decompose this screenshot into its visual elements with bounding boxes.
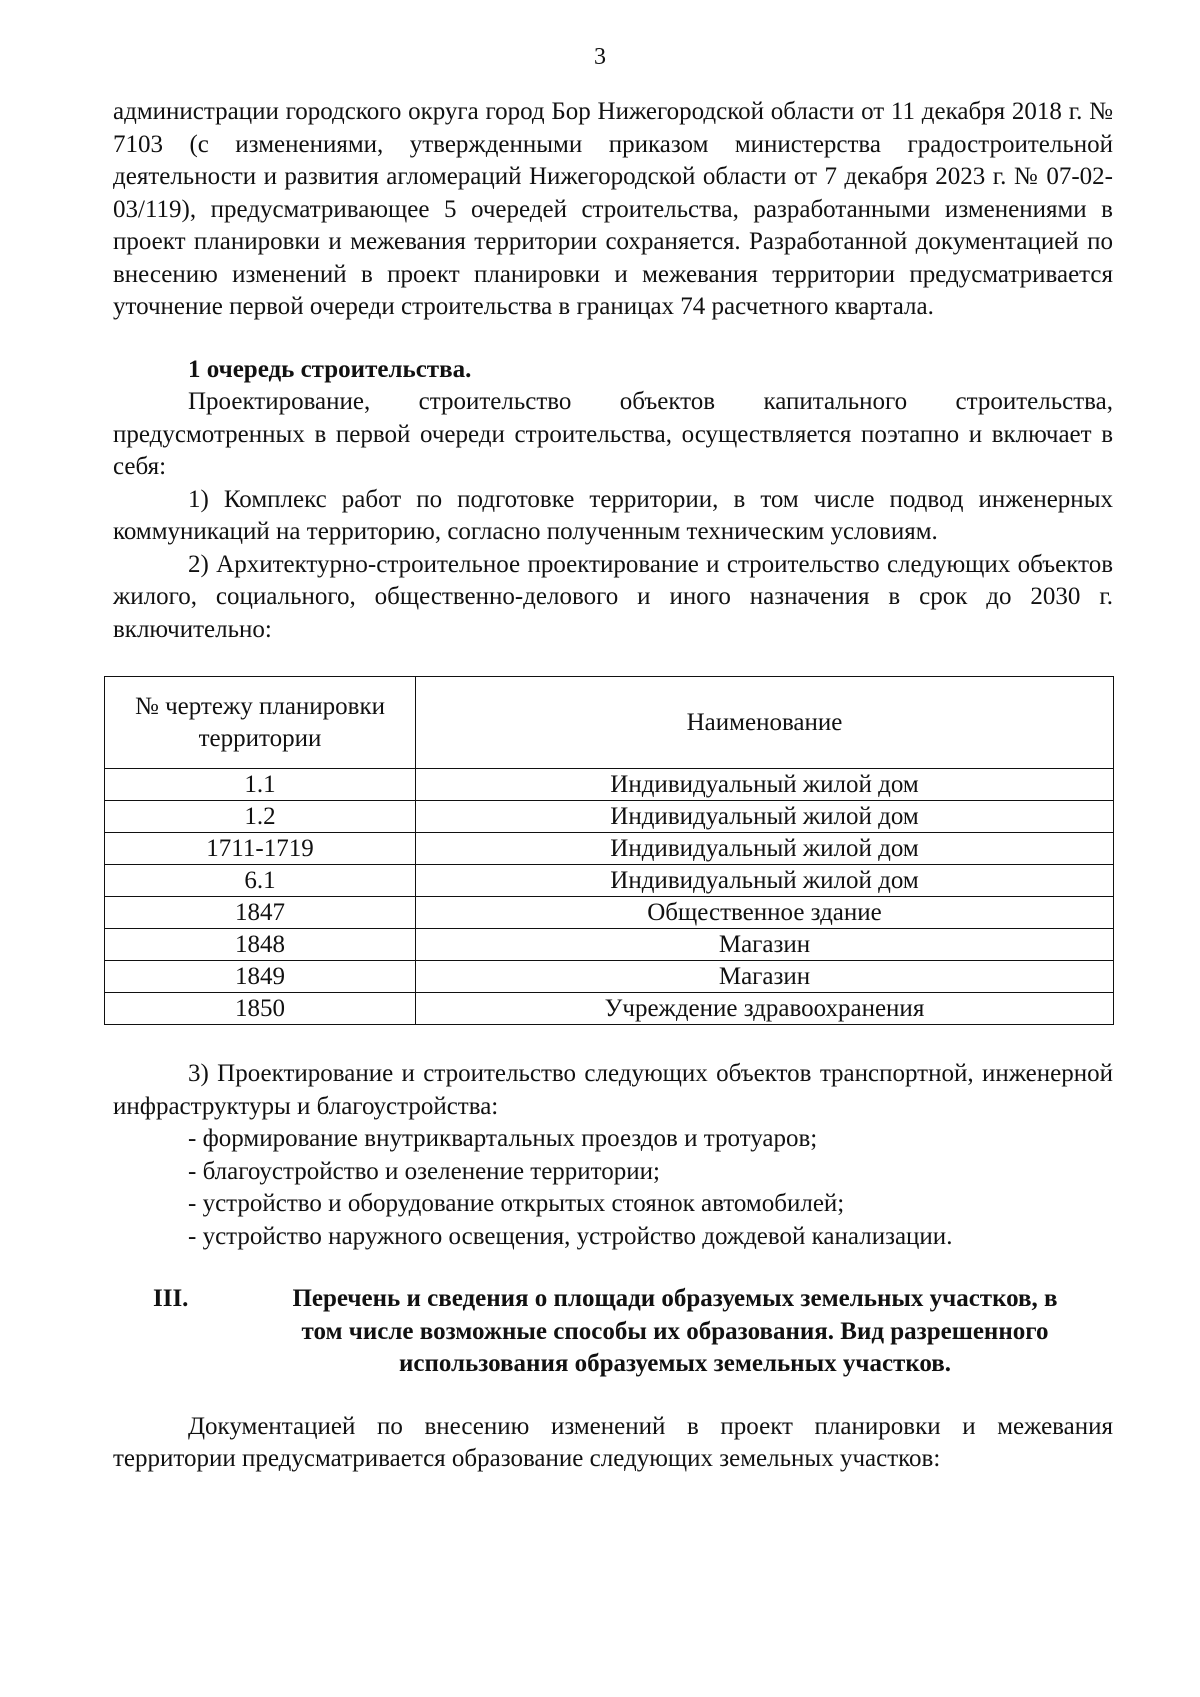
- stage-item-2: 2) Архитектурно-строительное проектирование и строительство следующих объектов жилого, социального, общественно-делового и иного назначения в срок до 2030 г. включительно:: [113, 550, 1113, 643]
- table-row: [105, 897, 1114, 929]
- bullet-item: - благоустройство и озеленение территории;: [188, 1157, 660, 1185]
- table-header-row: [105, 677, 1114, 769]
- objects-table: [104, 676, 1114, 1025]
- section-title: [237, 1283, 1113, 1381]
- header-drawing-number: № чертежу планировки территории: [105, 677, 416, 769]
- section-title-line: Перечень и сведения о площади образуемых земельных участков, в: [292, 1285, 1058, 1312]
- drawing-number-cell: 1.1: [105, 769, 416, 801]
- object-name-cell: Индивидуальный жилой дом: [416, 865, 1114, 897]
- table-row: [105, 801, 1114, 833]
- object-name-cell: Магазин: [416, 961, 1114, 993]
- object-name-cell: Учреждение здравоохранения: [416, 993, 1114, 1025]
- table-row: [105, 929, 1114, 961]
- drawing-number-cell: 1847: [105, 897, 416, 929]
- object-name-cell: Индивидуальный жилой дом: [416, 833, 1114, 865]
- drawing-number-cell: 1850: [105, 993, 416, 1025]
- document-body: [113, 96, 1113, 1476]
- item-3: 3) Проектирование и строительство следующих объектов транспортной, инженерной инфраструктуры и благоустройства:: [113, 1060, 1113, 1120]
- section-heading: [113, 1283, 1113, 1381]
- object-name-cell: Общественное здание: [416, 897, 1114, 929]
- table-row: [105, 833, 1114, 865]
- header-name: Наименование: [416, 677, 1114, 769]
- table-row: [105, 961, 1114, 993]
- stage-heading: 1 очередь строительства.: [188, 355, 472, 383]
- drawing-number-cell: 1848: [105, 929, 416, 961]
- section-title-line: том числе возможные способы их образования. Вид разрешенного: [301, 1317, 1049, 1345]
- drawing-number-cell: 6.1: [105, 865, 416, 897]
- bullet-item: - устройство и оборудование открытых стоянок автомобилей;: [188, 1190, 845, 1217]
- section-title-line: использования образуемых земельных участков.: [398, 1350, 952, 1377]
- page-number: 3: [594, 44, 606, 70]
- bullet-item: - формирование внутриквартальных проездов и тротуаров;: [188, 1125, 818, 1152]
- drawing-number-cell: 1849: [105, 961, 416, 993]
- table-row: [105, 769, 1114, 801]
- section-numeral: III.: [153, 1285, 189, 1312]
- spacer: [113, 1381, 1113, 1411]
- table-row: [105, 993, 1114, 1025]
- stage-paragraph: Проектирование, строительство объектов капитального строительства, предусмотренных в первой очереди строительства, осуществляется поэтапно и включает в себя:: [113, 388, 1113, 480]
- stage-item-1: 1) Комплекс работ по подготовке территории, в том числе подвод инженерных коммуникаций на территорию, согласно полученным техническим условиям.: [113, 485, 1113, 545]
- table-row: [105, 865, 1114, 897]
- closing-paragraph: Документацией по внесению изменений в проект планировки и межевания территории предусматривается образование следующих земельных участков:: [113, 1412, 1113, 1472]
- spacer: [113, 324, 1113, 354]
- object-name-cell: Индивидуальный жилой дом: [416, 801, 1114, 833]
- object-name-cell: Магазин: [416, 929, 1114, 961]
- intro-paragraph: администрации городского округа город Бор Нижегородской области от 11 декабря 2018 г. № 7103 (с изменениями, утвержденными приказом министерства градостроительной деятельности и развития агломераций Нижегородской области от 7 декабря 2023 г. № 07-02-03/119), предусматривающее 5 очередей строительства, разработанными изменениями в проект планировки и межевания территории сохраняется. Разработанной документацией по внесению изменений в проект планировки и межевания территории предусматривается уточнение первой очереди строительства в границах 74 расчетного квартала.: [113, 98, 1113, 320]
- drawing-number-cell: 1.2: [105, 801, 416, 833]
- object-name-cell: Индивидуальный жилой дом: [416, 769, 1114, 801]
- drawing-number-cell: 1711-1719: [105, 833, 416, 865]
- bullet-item: - устройство наружного освещения, устройство дождевой канализации.: [188, 1222, 953, 1250]
